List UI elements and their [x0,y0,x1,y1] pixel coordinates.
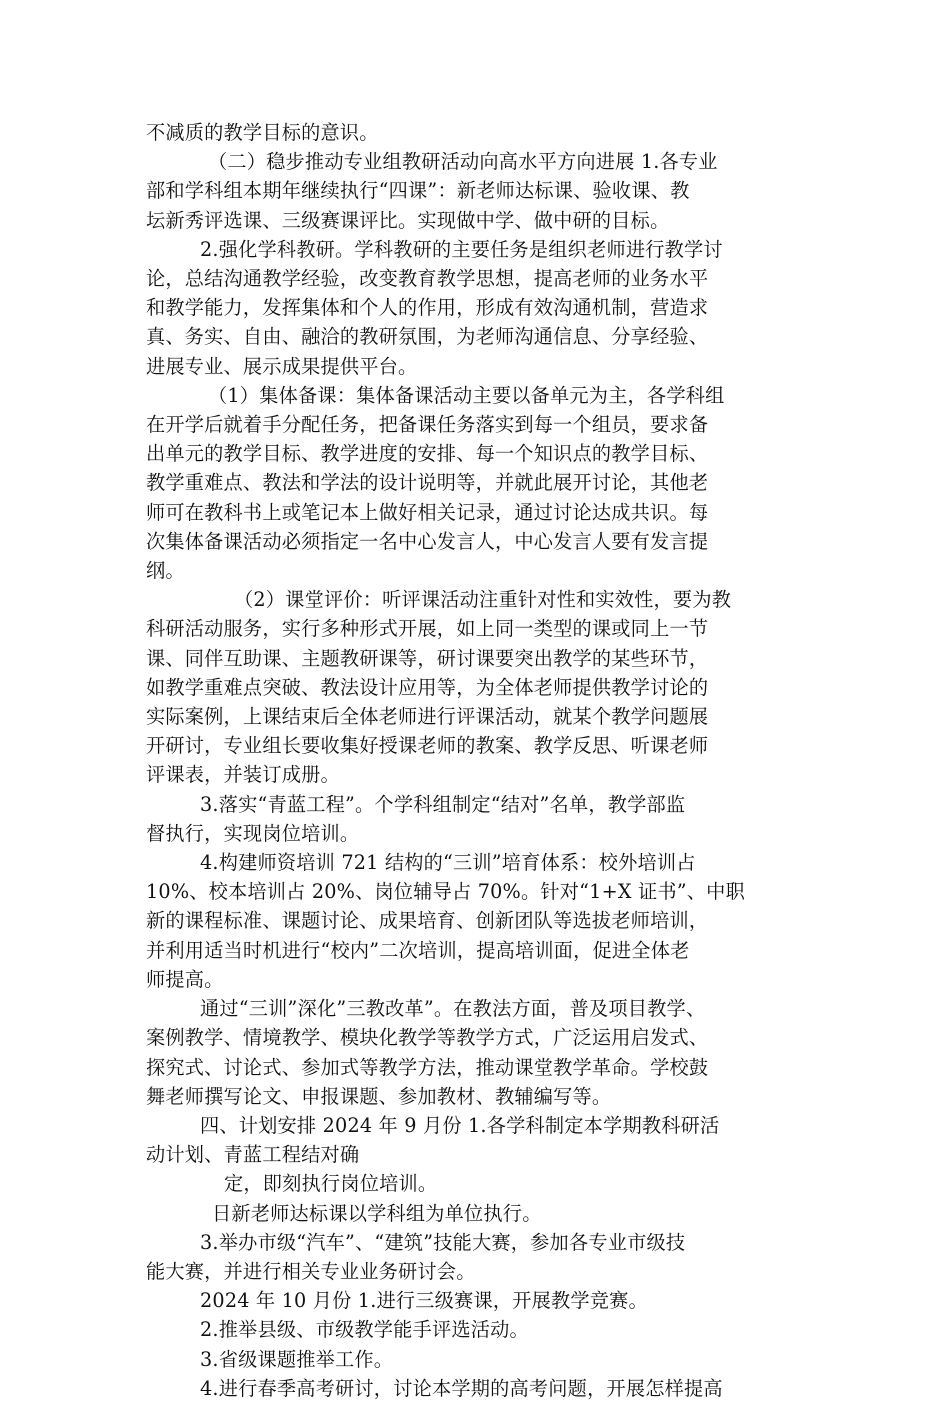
text-line: 2024 年 10 月份 1.进行三级赛课，开展教学竞赛。 [200,1289,648,1313]
text-line: 通过“三训”深化”三教改革”。在教法方面，普及项目教学、 [200,997,706,1021]
text-line: 出单元的教学目标、教学进度的安排、每一个知识点的教学目标、 [146,442,709,466]
text-line: 督执行，实现岗位培训。 [146,821,360,845]
text-line: 10%、校本培训占 20%、岗位辅导占 70%。针对“1+X 证书”、中职 [146,880,745,904]
text-line: 和教学能力，发挥集体和个人的作用，形成有效沟通机制，营造求 [146,296,709,320]
text-line: 在开学后就着手分配任务，把备课任务落实到每一个组员，要求备 [146,413,709,437]
text-line: 四、计划安排 2024 年 9 月份 1.各学科制定本学期教科研活 [200,1113,720,1137]
text-line: 案例教学、情境教学、模块化教学等教学方式，广泛运用启发式、 [146,1026,709,1050]
text-line: 实际案例，上课结束后全体老师进行评课活动，就某个教学问题展 [146,705,709,729]
document-body [146,118,826,1403]
text-line: 开研讨，专业组长要收集好授课老师的教案、教学反思、听课老师 [146,734,709,758]
text-line: 2.强化学科教研。学科教研的主要任务是组织老师进行教学讨 [200,237,723,261]
text-line: 次集体备课活动必须指定一名中心发言人，中心发言人要有发言提 [146,529,709,553]
text-line: 4.构建师资培训 721 结构的“三训”培育体系：校外培训占 [200,851,696,875]
text-line: 坛新秀评选课、三级赛课评比。实现做中学、做中研的目标。 [146,208,670,232]
text-line: 如教学重难点突破、教法设计应用等，为全体老师提供教学讨论的 [146,675,709,699]
text-line: 动计划、青蓝工程结对确 [146,1143,360,1167]
text-line: 3.落实“青蓝工程”。个学科组制定“结对”名单，教学部监 [200,792,686,816]
text-line: 进展专业、展示成果提供平台。 [146,354,418,378]
text-line: 定，即刻执行岗位培训。 [224,1172,438,1196]
text-line: 并利用适当时机进行“校内”二次培训，提高培训面，促进全体老 [146,938,690,962]
text-line: 不减质的教学目标的意识。 [146,121,379,144]
text-line: 2.推举县级、市级教学能手评选活动。 [200,1318,529,1342]
text-line: （二）稳步推动专业组教研活动向高水平方向进展 1.各专业 [208,150,718,174]
text-line: 4.进行春季高考研讨，讨论本学期的高考问题，开展怎样提高 [200,1376,723,1400]
text-line: 日新老师达标课以学科组为单位执行。 [212,1201,542,1225]
text-line: 探究式、讨论式、参加式等教学方法，推动课堂教学革命。学校鼓 [146,1055,709,1079]
text-line: （2）课堂评价：听评课活动注重针对性和实效性，要为教 [234,588,732,612]
text-line: 教学重难点、教法和学法的设计说明等，并就此展开讨论，其他老 [146,471,709,495]
text-line: 部和学科组本期年继续执行“四课”：新老师达标课、验收课、教 [146,179,690,203]
text-line: 纲。 [146,559,185,583]
text-line: 3.举办市级“汽车”、“建筑”技能大赛，参加各专业市级技 [200,1230,686,1254]
text-line: （1）集体备课：集体备课活动主要以备单元为主，各学科组 [208,383,725,407]
text-line: 3.省级课题推举工作。 [200,1347,394,1371]
text-line: 能大赛，并进行相关专业业务研讨会。 [146,1259,476,1283]
text-line: 科研活动服务，实行多种形式开展，如上同一类型的课或同上一节 [146,617,709,641]
text-line: 评课表，并装订成册。 [146,763,340,787]
text-line: 课、同伴互助课、主题教研课等，研讨课要突出教学的某些环节， [146,646,709,670]
text-line: 真、务实、自由、融洽的教研氛围，为老师沟通信息、分享经验、 [146,325,709,349]
text-line: 新的课程标准、课题讨论、成果培育、创新团队等选拔老师培训， [146,909,709,933]
text-line: 论，总结沟通教学经验，改变教育教学思想，提高老师的业务水平 [146,267,709,291]
text-line: 师可在教科书上或笔记本上做好相关记录，通过讨论达成共识。每 [146,500,709,524]
text-line: 师提高。 [146,967,224,991]
text-line: 舞老师撰写论文、申报课题、参加教材、教辅编写等。 [146,1084,612,1108]
